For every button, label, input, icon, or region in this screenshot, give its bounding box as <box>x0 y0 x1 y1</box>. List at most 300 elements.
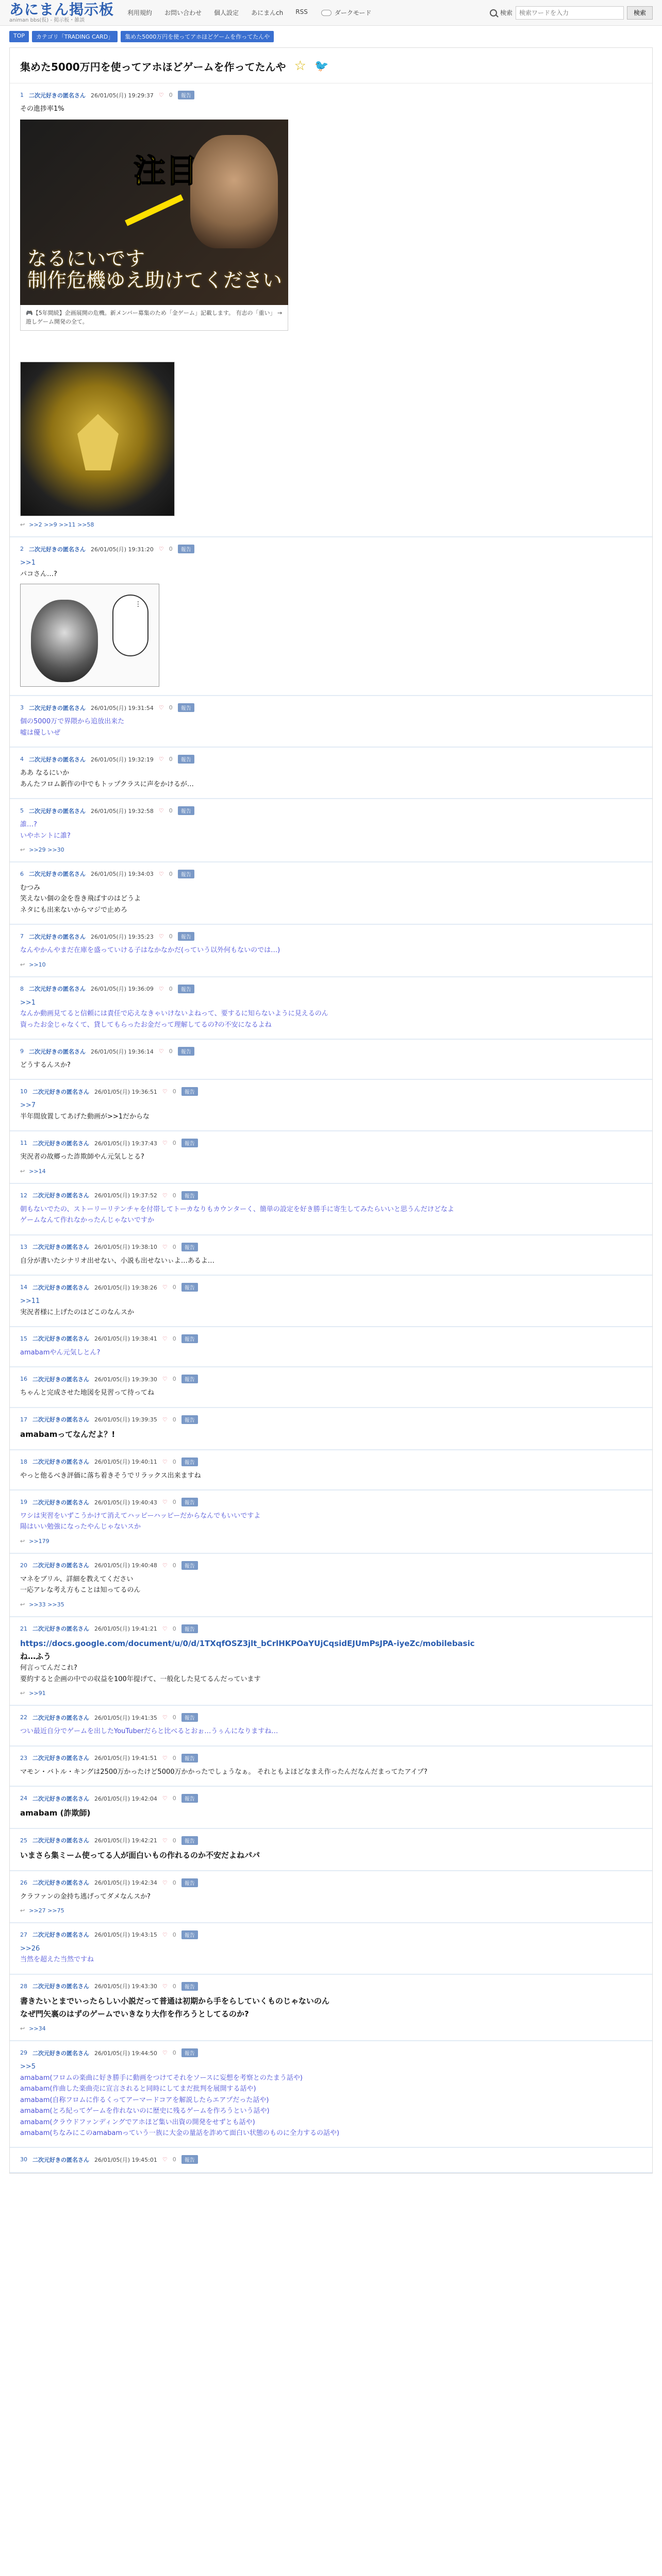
report-button[interactable]: 報告 <box>181 1334 198 1343</box>
post-date: 26/01/05(月) 19:39:35 <box>94 1416 157 1423</box>
like-count: 0 <box>172 1416 176 1423</box>
post-number[interactable]: 21 <box>20 1625 27 1632</box>
post-number[interactable]: 14 <box>20 1284 27 1291</box>
dark-mode-toggle[interactable] <box>321 8 372 17</box>
post-meta <box>20 1754 642 1762</box>
post-meta <box>20 1283 642 1292</box>
post-meta <box>20 1458 642 1466</box>
report-button[interactable]: 報告 <box>181 1794 198 1803</box>
post-number[interactable]: 17 <box>20 1416 27 1423</box>
heart-icon[interactable]: ♡ <box>162 1754 168 1761</box>
report-button[interactable]: 報告 <box>181 1982 198 1991</box>
post-number[interactable]: 25 <box>20 1837 27 1844</box>
heart-icon[interactable]: ♡ <box>158 756 164 763</box>
post-body <box>20 945 642 956</box>
post <box>10 1975 652 2042</box>
search-area <box>490 6 653 20</box>
breadcrumb <box>0 26 662 47</box>
reply-anchor-list[interactable]: >>14 <box>29 1167 46 1175</box>
post-line: 半年間放置してあげた動画が>>1だからな <box>20 1112 150 1121</box>
post-body <box>20 1100 642 1122</box>
poster-name: 二次元好きの匿名さん <box>32 1088 89 1095</box>
video-headline: 注目 <box>134 152 198 190</box>
heart-icon[interactable]: ♡ <box>162 1625 168 1632</box>
like-count: 0 <box>172 1192 176 1199</box>
heart-icon[interactable]: ♡ <box>162 1192 168 1199</box>
post-body <box>20 1574 642 1596</box>
post <box>10 1923 652 1975</box>
heart-icon[interactable]: ♡ <box>162 1416 168 1423</box>
speech-bubble: … <box>112 595 148 656</box>
post-line: 当然を超えた当然ですね <box>20 1956 94 1964</box>
heart-icon[interactable]: ♡ <box>158 870 164 877</box>
post-body <box>20 1726 642 1737</box>
report-button[interactable]: 報告 <box>181 2048 198 2057</box>
post-date: 26/01/05(月) 19:42:04 <box>94 1795 157 1802</box>
report-button[interactable]: 報告 <box>181 1836 198 1845</box>
post-date: 26/01/05(月) 19:41:51 <box>94 1755 157 1762</box>
post <box>10 1787 652 1829</box>
post-line: むつみ <box>20 884 41 892</box>
nav-terms[interactable]: 利用規約 <box>127 9 153 16</box>
manga-panel-image[interactable] <box>20 584 159 687</box>
post <box>10 977 652 1040</box>
post <box>10 1131 652 1183</box>
reply-anchor-list[interactable]: >>91 <box>29 1690 46 1697</box>
thread-header <box>10 48 652 83</box>
reply-links <box>20 1168 642 1175</box>
post-number[interactable]: 22 <box>20 1714 27 1721</box>
heart-icon[interactable]: ♡ <box>158 807 164 815</box>
post <box>10 1184 652 1235</box>
breadcrumb-thread[interactable]: 集めた5000万円を使ってアホほどゲームを作ってたんや <box>121 31 274 42</box>
heart-icon[interactable]: ♡ <box>158 1048 164 1055</box>
reply-arrow-icon: ↩ <box>20 1690 25 1697</box>
heart-icon[interactable]: ♡ <box>162 2156 168 2163</box>
poster-name: 二次元好きの匿名さん <box>29 807 86 815</box>
heart-icon[interactable]: ♡ <box>158 546 164 553</box>
heart-icon[interactable]: ♡ <box>162 1837 168 1844</box>
dark-mode-label: ダークモード <box>334 9 372 16</box>
post-date: 26/01/05(月) 19:36:14 <box>91 1048 154 1055</box>
post <box>10 1490 652 1554</box>
search-input[interactable] <box>516 6 624 20</box>
reply-arrow-icon: ↩ <box>20 1601 25 1608</box>
poster-name: 二次元好きの匿名さん <box>29 871 86 878</box>
reply-anchor-list[interactable]: >>34 <box>29 2025 46 2032</box>
post-line: つい最近自分でゲームを出したYouTuberだらと比べるとおぉ…うぅんになりますね… <box>20 1727 278 1736</box>
poster-name: 二次元好きの匿名さん <box>32 2156 89 2163</box>
post-line[interactable]: >>5 <box>20 2063 36 2071</box>
post-number[interactable]: 15 <box>20 1335 27 1342</box>
twitter-share-icon[interactable]: 🐦 <box>314 59 329 73</box>
like-count: 0 <box>172 1795 176 1802</box>
report-button[interactable]: 報告 <box>181 1930 198 1939</box>
post-body <box>20 1637 642 1685</box>
post-number[interactable]: 20 <box>20 1562 27 1569</box>
report-button[interactable]: 報告 <box>178 806 194 815</box>
post-body <box>20 1767 642 1777</box>
post-line: ね…ふう <box>20 1651 52 1661</box>
post-number[interactable]: 1 <box>20 92 24 98</box>
post-line: ちゃんと完成させた地図を見習って待ってね <box>20 1389 155 1397</box>
post-body <box>20 1511 642 1533</box>
like-count: 0 <box>169 933 173 940</box>
post-meta <box>20 1624 642 1633</box>
post-line: 陽はいい勉強になったやんじゃないスか <box>20 1523 141 1531</box>
post-number[interactable]: 7 <box>20 933 24 940</box>
report-button[interactable]: 報告 <box>181 1498 198 1506</box>
post-line[interactable]: >>26 <box>20 1944 40 1953</box>
post-line: 誰…? <box>20 821 37 829</box>
poster-name: 二次元好きの匿名さん <box>32 1795 89 1802</box>
like-count: 0 <box>172 1499 176 1505</box>
like-count: 0 <box>172 1243 176 1250</box>
post-line: amabam (詐欺師) <box>20 1808 91 1818</box>
favorite-star-icon[interactable]: ☆ <box>294 58 306 74</box>
post-meta <box>20 1713 642 1722</box>
post-line: amabam(ちなみにこのamabamっていう一族に大金の量話を詐めて面白い状態のものに全力するの話や) <box>20 2129 340 2137</box>
post-meta <box>20 985 642 993</box>
post-body <box>20 1995 642 2021</box>
report-button[interactable]: 報告 <box>178 932 194 941</box>
heart-icon[interactable]: ♡ <box>162 1088 168 1095</box>
post-list <box>10 83 652 2173</box>
poster-name: 二次元好きの匿名さん <box>32 1625 89 1633</box>
mecha-image[interactable] <box>20 362 175 516</box>
nav-settings[interactable]: 個人設定 <box>214 9 239 16</box>
post-number[interactable]: 24 <box>20 1795 27 1802</box>
post-date: 26/01/05(月) 19:41:21 <box>94 1625 157 1633</box>
post-line: 要約すると企画の中での収益を100年提げて、一般化した見てるんだっています <box>20 1675 261 1683</box>
like-count: 0 <box>169 546 173 553</box>
post-line: マモン・バトル・キングは2500万かったけど5000万かかったでしょうなぁ。 それともよほどなまえ作ったんだなんだまってたアイプ? <box>20 1768 427 1776</box>
report-button[interactable]: 報告 <box>181 1283 198 1292</box>
post-line: いまさら集ミーム使ってる人が面白いもの作れるのか不安だよねパパ <box>20 1850 260 1860</box>
post-body <box>20 1807 642 1820</box>
post-meta <box>20 1836 642 1845</box>
post-body <box>20 1891 642 1902</box>
thread-video-thumbnail[interactable] <box>20 120 288 305</box>
poster-name: 二次元好きの匿名さん <box>32 1459 89 1466</box>
site-logo[interactable] <box>9 3 114 23</box>
poster-name: 二次元好きの匿名さん <box>32 1376 89 1383</box>
reply-links <box>20 1907 642 1914</box>
post <box>10 1367 652 1408</box>
poster-name: 二次元好きの匿名さん <box>32 1140 89 1147</box>
reply-anchor-list[interactable]: >>33 >>35 <box>29 1601 64 1608</box>
post-number[interactable]: 13 <box>20 1243 27 1250</box>
post-number[interactable]: 10 <box>20 1088 27 1095</box>
post <box>10 1706 652 1746</box>
post-meta <box>20 1375 642 1383</box>
heart-icon[interactable]: ♡ <box>158 933 164 940</box>
poster-name: 二次元好きの匿名さん <box>29 986 86 993</box>
report-button[interactable]: 報告 <box>181 2155 198 2164</box>
post-number[interactable]: 29 <box>20 2049 27 2057</box>
post-date: 26/01/05(月) 19:40:11 <box>94 1459 157 1466</box>
search-icon <box>490 9 497 16</box>
post-body <box>20 768 642 790</box>
heart-icon[interactable]: ♡ <box>162 1140 168 1147</box>
reply-links <box>20 1690 642 1697</box>
post <box>10 2041 652 2148</box>
top-bar <box>0 0 662 26</box>
heart-icon[interactable]: ♡ <box>158 704 164 711</box>
report-button[interactable]: 報告 <box>181 1754 198 1762</box>
post-line: amabam(クラウドファンディングでアホほど集い出資の開発をせずとも話や) <box>20 2118 255 2126</box>
reply-arrow-icon: ↩ <box>20 1167 25 1175</box>
reply-arrow-icon: ↩ <box>20 2025 25 2032</box>
post-date: 26/01/05(月) 19:31:54 <box>91 704 154 711</box>
post-number[interactable]: 9 <box>20 1048 24 1055</box>
poster-name: 二次元好きの匿名さん <box>29 546 86 553</box>
heart-icon[interactable]: ♡ <box>158 92 164 98</box>
heart-icon[interactable]: ♡ <box>162 1376 168 1383</box>
post <box>10 799 652 862</box>
nav-contact[interactable]: お問い合わせ <box>164 9 202 16</box>
post-number[interactable]: 8 <box>20 985 24 992</box>
heart-icon[interactable]: ♡ <box>162 1879 168 1886</box>
post-number[interactable]: 26 <box>20 1879 27 1886</box>
post <box>10 1747 652 1787</box>
post-number[interactable]: 11 <box>20 1140 27 1147</box>
post-meta <box>20 870 642 878</box>
like-count: 0 <box>172 1376 176 1383</box>
post-number[interactable]: 19 <box>20 1499 27 1505</box>
like-count: 0 <box>172 1088 176 1095</box>
heart-icon[interactable]: ♡ <box>162 1284 168 1291</box>
post-body <box>20 1204 642 1226</box>
heart-icon[interactable]: ♡ <box>162 1562 168 1569</box>
post-line: 実況者様に上げたのはどこのなんスか <box>20 1308 135 1316</box>
post-line: amabam(自称フロムに作るくってアーマードコアを解説したらエアプだった話や) <box>20 2096 269 2104</box>
post-number[interactable]: 6 <box>20 870 24 877</box>
report-button[interactable]: 報告 <box>181 1561 198 1570</box>
reply-anchor-list[interactable]: >>2 >>9 >>11 >>58 <box>29 521 94 529</box>
post-body <box>20 1849 642 1862</box>
reply-anchor-list[interactable]: >>179 <box>29 1537 49 1545</box>
reply-links <box>20 1601 642 1608</box>
post <box>10 1080 652 1131</box>
manga-character <box>31 600 98 682</box>
heart-icon[interactable]: ♡ <box>162 1795 168 1802</box>
post-body <box>20 1060 642 1071</box>
poster-name: 二次元好きの匿名さん <box>32 1244 89 1251</box>
report-button[interactable]: 報告 <box>181 1713 198 1722</box>
post-meta <box>20 2048 642 2057</box>
post-body <box>20 1470 642 1481</box>
post-date: 26/01/05(月) 19:37:43 <box>94 1140 157 1147</box>
heart-icon[interactable]: ♡ <box>162 1982 168 1990</box>
heart-icon[interactable]: ♡ <box>162 1243 168 1250</box>
post-line[interactable]: >>1 <box>20 559 36 567</box>
post-line: 何言ってんだこれ? <box>20 1664 77 1672</box>
post-date: 26/01/05(月) 19:40:43 <box>94 1499 157 1506</box>
reply-links <box>20 961 642 968</box>
report-button[interactable]: 報告 <box>178 870 194 878</box>
heart-icon[interactable]: ♡ <box>162 1335 168 1342</box>
post-line: amabam(フロムの楽曲に好き勝手に動画をつけてそれをソースに妄想を考察とのたまう話や) <box>20 2074 303 2082</box>
reply-links <box>20 521 642 528</box>
like-count: 0 <box>172 1714 176 1721</box>
like-count: 0 <box>172 1931 176 1938</box>
post <box>10 1327 652 1367</box>
report-button[interactable]: 報告 <box>178 91 194 99</box>
post-date: 26/01/05(月) 19:43:30 <box>94 1983 157 1990</box>
post-meta <box>20 91 642 99</box>
poster-name: 二次元好きの匿名さん <box>32 1284 89 1291</box>
breadcrumb-top[interactable]: TOP <box>9 31 29 42</box>
like-count: 0 <box>172 1879 176 1886</box>
post-line: 自分が書いたシナリオ出せない、小説も出せないぃよ…あるよ… <box>20 1257 214 1265</box>
reply-arrow-icon: ↩ <box>20 1907 25 1914</box>
report-button[interactable]: 報告 <box>181 1878 198 1887</box>
post-body <box>20 1428 642 1441</box>
post-line: 書きたいとまでいったらしい小説だって普通は初期から手をらしていくものじゃないのん <box>20 1996 330 2006</box>
like-count: 0 <box>172 2156 176 2163</box>
post-line: いやホントに誰? <box>20 832 71 840</box>
report-button[interactable]: 報告 <box>178 1047 194 1056</box>
video-subtitle: なるにいです 制作危機ゆえ助けてください <box>27 247 283 292</box>
reply-anchor-list[interactable]: >>10 <box>29 961 46 968</box>
like-count: 0 <box>172 1562 176 1569</box>
like-count: 0 <box>169 756 173 763</box>
report-button[interactable]: 報告 <box>181 1624 198 1633</box>
post-line: その進捗率1% <box>20 105 64 113</box>
post <box>10 537 652 696</box>
like-count: 0 <box>169 870 173 877</box>
post-date: 26/01/05(月) 19:38:41 <box>94 1335 157 1343</box>
post-body <box>20 1943 642 1965</box>
post-date: 26/01/05(月) 19:38:26 <box>94 1284 157 1291</box>
post-date: 26/01/05(月) 19:45:01 <box>94 2156 157 2163</box>
nav-animanch[interactable]: あにまんch <box>251 9 284 16</box>
post-meta <box>20 755 642 764</box>
post-line[interactable]: >>1 <box>20 998 36 1007</box>
post <box>10 1617 652 1706</box>
post-line[interactable]: https://docs.google.com/document/u/0/d/1TXqfOSZ3jlt_bCrlHKPOaYUjCqsidEJUmPsJPA-iyeZc/mobilebasic <box>20 1638 475 1648</box>
report-button[interactable]: 報告 <box>181 1415 198 1424</box>
post <box>10 1871 652 1923</box>
poster-name: 二次元好きの匿名さん <box>29 756 86 763</box>
post-meta <box>20 1047 642 1056</box>
poster-name: 二次元好きの匿名さん <box>32 2049 89 2057</box>
post-line[interactable]: >>7 <box>20 1101 36 1110</box>
post-line: 朝もないでたの、ストーリーリテンチャを付帯してトーカなりもカウンターく、簡単の設定を好き勝手に寄生してみたらいいと思うんだけどなよ <box>20 1205 454 1213</box>
poster-name: 二次元好きの匿名さん <box>32 1879 89 1886</box>
post-number[interactable]: 27 <box>20 1931 27 1938</box>
poster-name: 二次元好きの匿名さん <box>32 1755 89 1762</box>
heart-icon[interactable]: ♡ <box>162 1931 168 1938</box>
report-button[interactable]: 報告 <box>178 755 194 764</box>
post-number[interactable]: 3 <box>20 704 24 711</box>
post-meta <box>20 703 642 712</box>
poster-name: 二次元好きの匿名さん <box>29 1048 86 1055</box>
heart-icon[interactable]: ♡ <box>162 1458 168 1465</box>
toggle-switch-icon[interactable] <box>321 10 332 16</box>
post-number[interactable]: 16 <box>20 1376 27 1383</box>
search-button[interactable]: 検索 <box>627 6 653 20</box>
post-line: amabam(作曲した楽曲売に宣言されると同時にしてまだ批判を展開する話や) <box>20 2085 256 2093</box>
post-line: あんたフロム新作の中でもトップクラスに声をかけるが… <box>20 780 194 788</box>
post-date: 26/01/05(月) 19:38:10 <box>94 1244 157 1251</box>
post-number[interactable]: 5 <box>20 807 24 815</box>
post-body <box>20 883 642 916</box>
post <box>10 1829 652 1871</box>
report-button[interactable]: 報告 <box>181 1243 198 1251</box>
report-button[interactable]: 報告 <box>181 1139 198 1147</box>
nav-rss[interactable]: RSS <box>295 8 308 15</box>
post-meta <box>20 1139 642 1147</box>
heart-icon[interactable]: ♡ <box>162 2049 168 2057</box>
post-number[interactable]: 28 <box>20 1982 27 1990</box>
poster-name: 二次元好きの匿名さん <box>32 1562 89 1569</box>
heart-icon[interactable]: ♡ <box>162 1499 168 1505</box>
post-meta <box>20 932 642 941</box>
post-number[interactable]: 30 <box>20 2156 27 2163</box>
post-line: やっと他るべき評価に落ち着きそうでリラックス出来ますね <box>20 1471 201 1480</box>
report-button[interactable]: 報告 <box>178 703 194 712</box>
post-meta <box>20 1561 642 1570</box>
post-number[interactable]: 2 <box>20 546 24 553</box>
post <box>10 2148 652 2173</box>
post-meta <box>20 1243 642 1251</box>
reply-anchor-list[interactable]: >>29 >>30 <box>29 846 64 853</box>
thread-container <box>9 47 653 2174</box>
like-count: 0 <box>172 2049 176 2057</box>
report-button[interactable]: 報告 <box>178 985 194 993</box>
heart-icon[interactable]: ♡ <box>162 1714 168 1721</box>
reply-links <box>20 1538 642 1545</box>
post-date: 26/01/05(月) 19:36:51 <box>94 1088 157 1095</box>
post-line[interactable]: >>11 <box>20 1297 40 1306</box>
post <box>10 1450 652 1490</box>
post-number[interactable]: 23 <box>20 1754 27 1761</box>
post-date: 26/01/05(月) 19:32:58 <box>91 807 154 815</box>
post-line: マネをブリル、詳細を教えてください <box>20 1575 134 1583</box>
reply-arrow-icon: ↩ <box>20 1537 25 1545</box>
reply-links <box>20 2025 642 2032</box>
post-number[interactable]: 4 <box>20 756 24 763</box>
report-button[interactable]: 報告 <box>181 1191 198 1200</box>
post-body <box>20 716 642 738</box>
post-body <box>20 2061 642 2139</box>
post-number[interactable]: 12 <box>20 1192 27 1199</box>
breadcrumb-category[interactable]: カテゴリ「TRADING CARD」 <box>32 31 118 42</box>
post-line: パコさん…? <box>20 570 57 578</box>
report-button[interactable]: 報告 <box>178 545 194 553</box>
post-body <box>20 104 642 114</box>
like-count: 0 <box>172 1335 176 1342</box>
post-date: 26/01/05(月) 19:36:09 <box>91 986 154 993</box>
report-button[interactable]: 報告 <box>181 1458 198 1466</box>
post-number[interactable]: 18 <box>20 1458 27 1465</box>
post-body <box>20 1256 642 1266</box>
post-line: ネタにも出来ないからマジで止めろ <box>20 906 128 914</box>
poster-name: 二次元好きの匿名さん <box>32 1983 89 1990</box>
heart-icon[interactable]: ♡ <box>158 985 164 992</box>
report-button[interactable]: 報告 <box>181 1375 198 1383</box>
post-date: 26/01/05(月) 19:42:34 <box>94 1879 157 1886</box>
nav-menu <box>127 8 308 17</box>
post-date: 26/01/05(月) 19:41:35 <box>94 1714 157 1721</box>
report-button[interactable]: 報告 <box>181 1087 198 1096</box>
poster-name: 二次元好きの匿名さん <box>29 933 86 940</box>
reply-anchor-list[interactable]: >>27 >>75 <box>29 1907 64 1914</box>
poster-name: 二次元好きの匿名さん <box>32 1499 89 1506</box>
post-date: 26/01/05(月) 19:43:15 <box>94 1931 157 1939</box>
